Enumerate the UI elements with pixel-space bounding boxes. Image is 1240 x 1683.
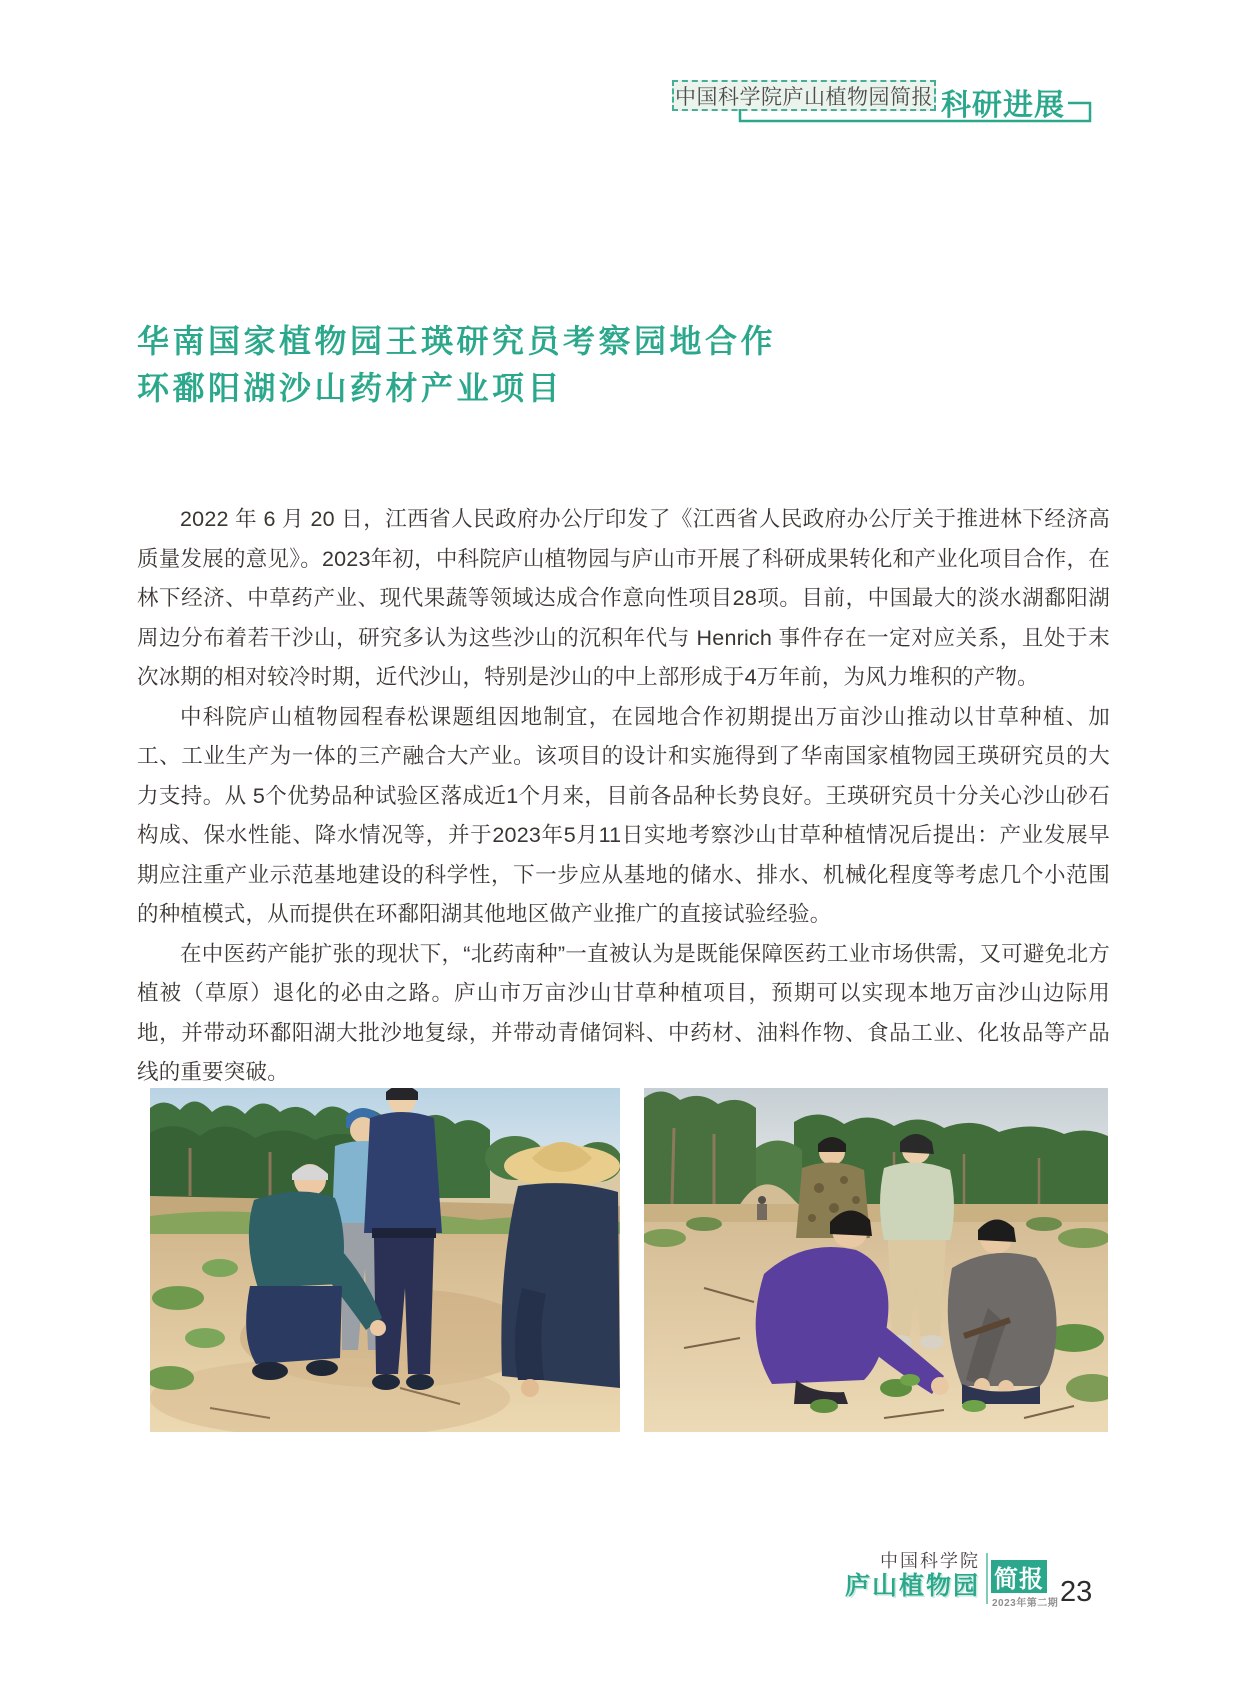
photo-row (150, 1088, 1108, 1432)
paragraph-3: 在中医药产能扩张的现状下，“北药南种”一直被认为是既能保障医药工业市场供需，又可避免北方植被（草原）退化的必由之路。庐山市万亩沙山甘草种植项目，预期可以实现本地万亩沙山边际用地，并带动环鄱阳湖大批沙地复绿，并带动青储饲料、中药材、油料作物、食品工业、化妆品等产品线的重要突破。 (137, 941, 1110, 1084)
footer-organization (810, 1551, 980, 1601)
article-body (137, 500, 1110, 1093)
page-number: 23 (1060, 1576, 1093, 1608)
article-title (137, 318, 776, 412)
article-title-line1: 华南国家植物园王瑛研究员考察园地合作 (137, 323, 777, 359)
section-title: 科研进展 (941, 89, 1065, 122)
paragraph-1: 2022 年 6 月 20 日，江西省人民政府办公厅印发了《江西省人民政府办公厅关于推进林下经济高质量发展的意见》。2023年初，中科院庐山植物园与庐山市开展了科研成果转化和产业化项目合作，在林下经济、中草药产业、现代果蔬等领域达成合作意向性项目28项。目前，中国最大的淡水湖鄱阳湖周边分布着若干沙山，研究多认为这些沙山的沉积年代与 Henrich 事件存在一定对应关系，且处于末次冰期的相对较冷时期，近代沙山，特别是沙山的中上部形成于4万年前，为风力堆积的产物。 (137, 507, 1110, 689)
photo-right-image (644, 1088, 1108, 1432)
section-bracket-line (738, 101, 1098, 127)
footer-org-line1: 中国科学院 (880, 1551, 980, 1571)
article-title-line2: 环鄱阳湖沙山药材产业项目 (137, 370, 564, 406)
footer-org-line2: 庐山植物园 (844, 1572, 980, 1600)
footer-issue-label: 2023年第二期 (992, 1598, 1059, 1609)
footer-divider (986, 1553, 988, 1604)
footer-bulletin-badge (991, 1560, 1047, 1593)
footer-bulletin-label: 简报 (994, 1566, 1044, 1593)
bulletin-name-label: 中国科学院庐山植物园简报 (675, 85, 933, 109)
photo-left-image (150, 1088, 620, 1432)
distant-person (757, 1196, 767, 1220)
paragraph-2: 中科院庐山植物园程春松课题组因地制宜，在园地合作初期提出万亩沙山推动以甘草种植、加工、工业生产为一体的三产融合大产业。该项目的设计和实施得到了华南国家植物园王瑛研究员的大力支持。从 5个优势品种试验区落成近1个月来，目前各品种长势良好。王瑛研究员十分关心沙山砂石构成、保水性能、降水情况等，并于2023年5月11日实地考察沙山甘草种植情况后提出：产业发展早期应注重产业示范基地建设的科学性，下一步应从基地的储水、排水、机械化程度等考虑几个小范围的种植模式，从而提供在环鄱阳湖其他地区做产业推广的直接试验经验。 (137, 704, 1110, 926)
